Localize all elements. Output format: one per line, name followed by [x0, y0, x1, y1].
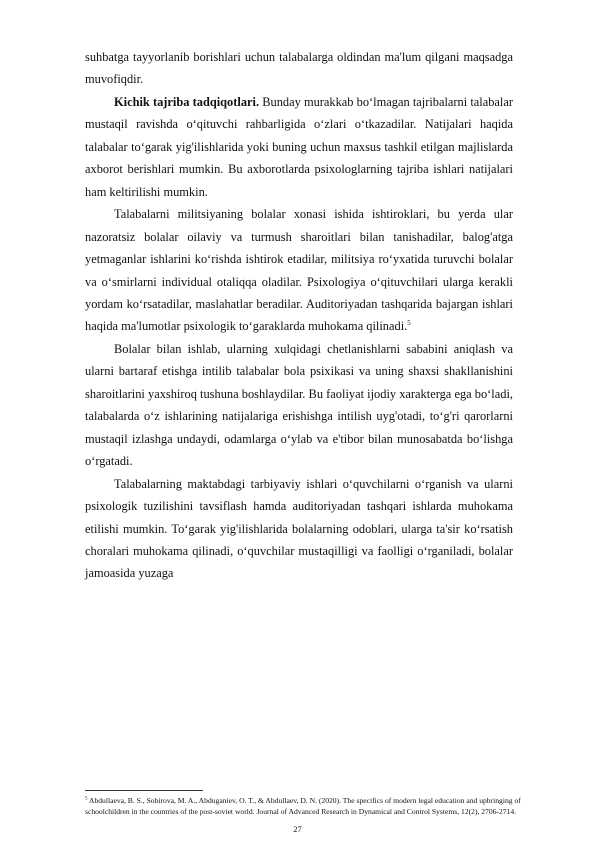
- paragraph-lead-heading: Kichik tajriba tadqiqotlari.: [114, 94, 260, 109]
- paragraph-text: suhbatga tayyorlanib borishlari uchun talabalarga oldindan ma'lum qilgani maqsadga muvofiqdir.: [85, 50, 513, 87]
- paragraph-text: Talabalarni militsiyaning bolalar xonasi ishida ishtiroklari, bu yerda ular nazoratsiz bolalar oilaviy va turmush sharoitlari bilan tanishadilar, balog'atga yetmaganlar ishlarini ko‘rishda ishtirok etadilar, militsiya ro‘yxatida turuvchi bolalar va o‘smirlarni individual otaliqqa oladilar. Psixologiya o‘qituvchilari ularga kerakli yordam ko‘rsatadilar, maslahatlar beradilar. Auditoriyadan tashqarida bajargan ishlari haqida ma'lumotlar psixologik to‘garaklarda muhokama qilinadi.: [85, 207, 513, 334]
- footnote-reference[interactable]: 5: [407, 319, 411, 328]
- paragraph-school-educational-work: [85, 473, 513, 585]
- body-text: [85, 46, 513, 585]
- footnote: [85, 795, 545, 817]
- footnote-divider: [85, 790, 203, 791]
- page-number: 27: [293, 824, 302, 834]
- paragraph-text: Talabalarning maktabdagi tarbiyaviy ishlari o‘quvchilarni o‘rganish va ularni psixologik tuzilishini tavsiflash hamda auditoriyadan tashqari ishlarda muhokama etilishi mumkin. To‘garak yig'ilishlarida bolalarning odoblari, ularga ta'sir ko‘rsatish choralari muhokama qilinadi, o‘quvchilar mustaqilligi va faolligi o‘rganiladi, bolalar jamoasida yuzaga: [85, 476, 513, 581]
- footnote-number: 5: [85, 796, 88, 802]
- paragraph-text: Bunday murakkab bo‘lmagan tajribalarni talabalar mustaqil ravishda o‘qituvchi rahbarligida o‘zlari o‘tkazadilar. Natijalari haqida talabalar to‘garak yig'ilishlarida yoki buning uchun maxsus tashkil etilgan majlislarda axborot berishlari mumkin. Bu axborotlarda psixologlarning tajriba ishlari natijalari ham keltirilishi mumkin.: [85, 94, 513, 199]
- paragraph-small-experiments: [85, 91, 513, 203]
- paragraph-working-with-children: [85, 338, 513, 473]
- paragraph-police-children-room: [85, 203, 513, 338]
- footnote-text: Abdullaeva, B. S., Sobirova, M. A., Abduganiev, O. T., & Abdullaev, D. N. (2020). The specifics of modern legal education and upbringing of schoolchildren in the countries of the post-soviet world. Journal of Advanced Research in Dynamical and Control Systems, 12(2), 2706-2714.: [85, 796, 521, 816]
- paragraph-continuation: [85, 46, 513, 91]
- paragraph-text: Bolalar bilan ishlab, ularning xulqidagi chetlanishlarni sababini aniqlash va ularni bartaraf etishga intilib talabalar bola psixikasi va uning shaxsi shakllanishini sharoitlarini yaxshiroq tushuna boshlaydilar. Bu faoliyat ijodiy xarakterga ega bo‘ladi, talabalarda o‘z ishlarining natijalariga erishishga intilish uyg'otadi, to‘g'ri qarorlarni mustaqil izlashga undaydi, odamlarga o‘ylab va e'tibor bilan munosabatda bo‘lishga o‘rgatadi.: [85, 341, 513, 469]
